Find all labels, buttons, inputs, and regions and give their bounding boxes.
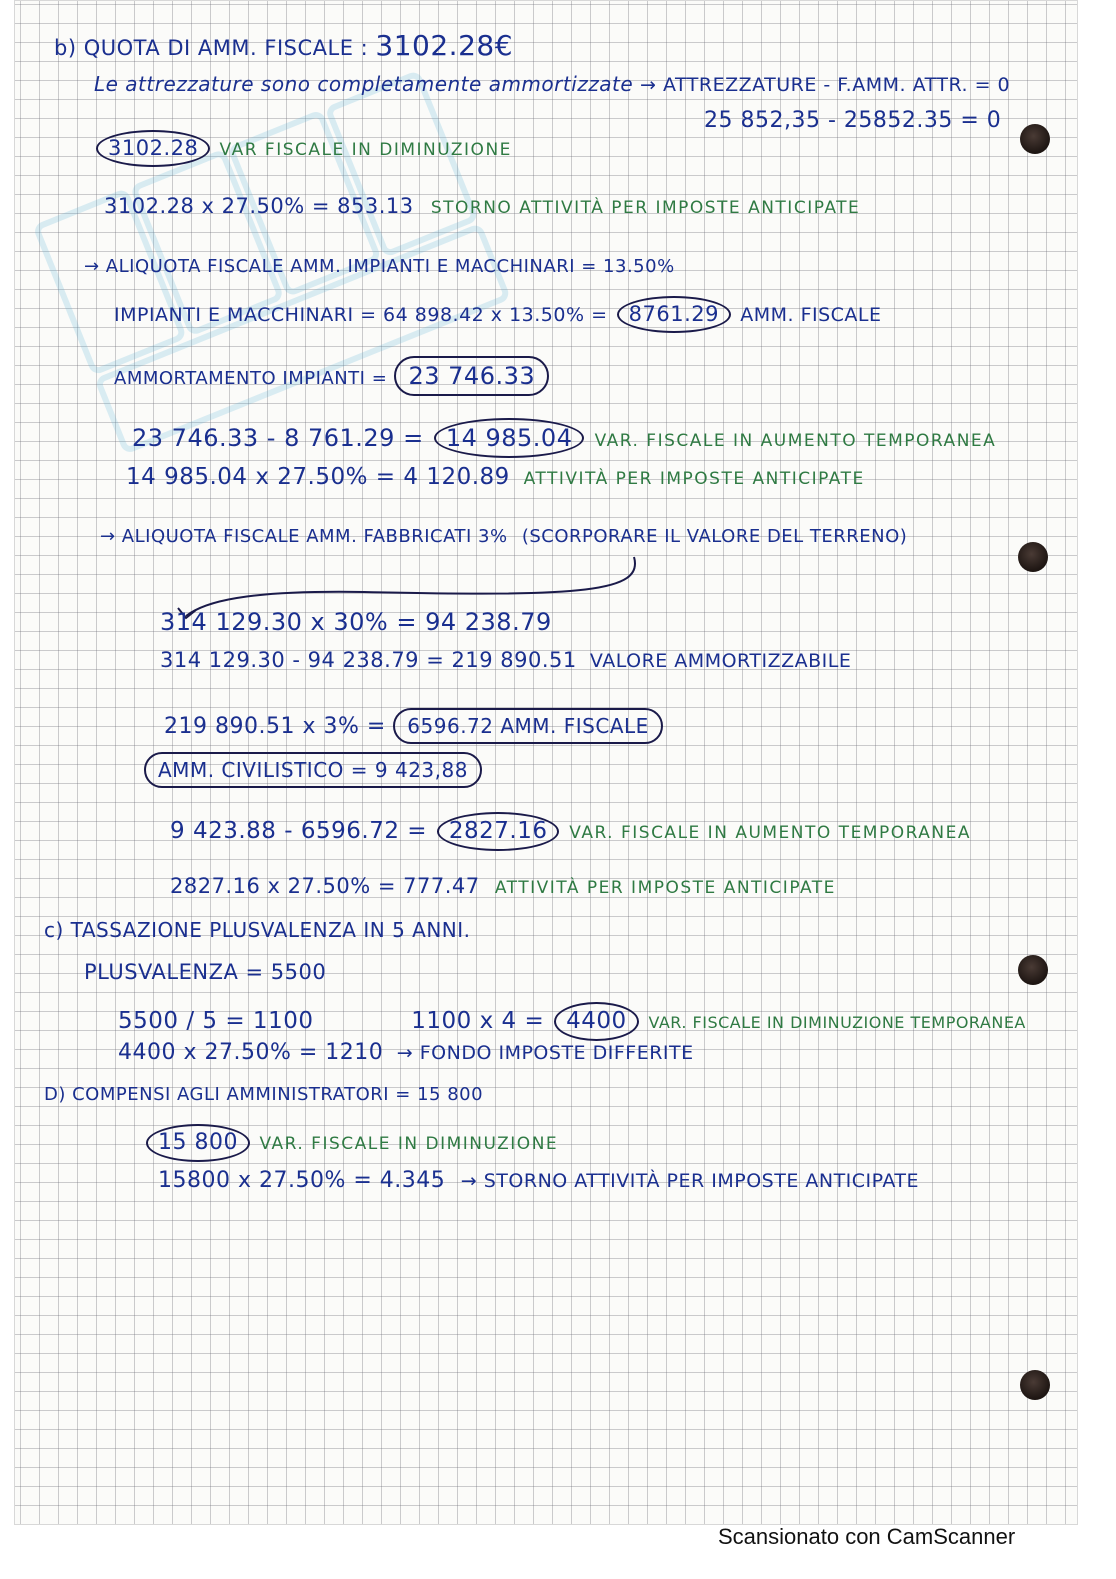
section-d-title-line — [44, 1086, 483, 1104]
fabbricati-diff-line — [170, 812, 971, 851]
impianti-result: 8761.29 — [617, 296, 731, 333]
split-calc: 5500 / 5 = 1100 — [118, 1008, 314, 1034]
impianti-rate: → ALIQUOTA FISCALE AMM. IMPIANTI E MACCHINARI = 13.50% — [84, 256, 675, 277]
camscanner-footer: Scansionato con CamScanner — [718, 1524, 1016, 1549]
fabbricati-attivita-label: ATTIVITÀ PER IMPOSTE ANTICIPATE — [494, 878, 836, 898]
civilistico-line — [144, 752, 482, 788]
d-storno-calc: 15800 x 27.50% = 4.345 — [158, 1168, 446, 1193]
fabbricati-rate-line — [100, 528, 907, 546]
attivita-line — [126, 466, 865, 489]
var-diminuzione-line — [94, 130, 512, 167]
d-var-label: VAR. FISCALE IN DIMINUZIONE — [259, 1134, 559, 1154]
fabbricati-fiscale-result: 6596.72 AMM. FISCALE — [393, 708, 663, 744]
ammortizzabile-calc: 314 129.30 - 94 238.79 = 219 890.51 — [160, 648, 577, 672]
graph-paper-sheet — [14, 0, 1078, 1525]
section-c-title-line — [44, 920, 471, 940]
d-storno-line — [158, 1170, 919, 1192]
terreno-calc: 314 129.30 x 30% = 94 238.79 — [160, 608, 552, 636]
fabbricati-attivita-calc: 2827.16 x 27.50% = 777.47 — [170, 874, 480, 898]
binder-hole-2 — [1018, 542, 1048, 572]
diff-result: 14 985.04 — [434, 418, 585, 458]
mult-label: VAR. FISCALE IN DIMINUZIONE TEMPORANEA — [648, 1013, 1026, 1032]
fondo-line — [118, 1042, 694, 1064]
fabbricati-rate: → ALIQUOTA FISCALE AMM. FABBRICATI 3% — [100, 526, 508, 547]
fabbricati-fiscale-line — [164, 708, 663, 744]
attrezzature-note: Le attrezzature sono completamente ammortizzate — [94, 72, 634, 96]
section-d-title: D) COMPENSI AGLI AMMINISTRATORI = 15 800 — [44, 1084, 484, 1105]
impianti-result-label: AMM. FISCALE — [740, 304, 882, 326]
amm-impianti-value: 23 746.33 — [394, 356, 549, 396]
var-circled-value: 3102.28 — [96, 130, 210, 167]
binder-hole-4 — [1020, 1370, 1050, 1400]
attrezzature-line — [94, 74, 1010, 95]
terreno-line — [160, 610, 552, 634]
var-label: VAR FISCALE IN DIMINUZIONE — [219, 140, 512, 160]
binder-hole-1 — [1020, 124, 1050, 154]
diff-line — [132, 418, 996, 458]
impianti-calc-line — [114, 296, 882, 333]
attrezzature-calc — [704, 110, 1001, 132]
fabbricati-fiscale-calc: 219 890.51 x 3% = — [164, 714, 386, 739]
attivita-label: ATTIVITÀ PER IMPOSTE ANTICIPATE — [523, 469, 865, 489]
ammortizzabile-line — [160, 650, 851, 671]
amm-impianti-line — [114, 356, 549, 396]
plusvalenza: PLUSVALENZA = 5500 — [84, 960, 327, 984]
quota-title: b) QUOTA DI AMM. FISCALE : — [54, 36, 369, 60]
d-var-line — [144, 1124, 558, 1162]
fabbricati-attivita-line — [170, 876, 836, 897]
storno-calc: 3102.28 x 27.50% = — [104, 194, 330, 218]
fabbricati-diff-result: 2827.16 — [437, 812, 560, 851]
mult-calc: 1100 x 4 = — [411, 1008, 545, 1034]
quota-value: 3102.28€ — [375, 29, 514, 62]
impianti-calc: IMPIANTI E MACCHINARI = 64 898.42 x 13.50% = — [114, 304, 608, 326]
storno-line — [104, 196, 860, 217]
diff-calc: 23 746.33 - 8 761.29 = — [132, 424, 424, 452]
storno-result: 853.13 — [337, 194, 414, 218]
section-c-title: c) TASSAZIONE PLUSVALENZA IN 5 ANNI. — [44, 918, 471, 942]
fondo-label: → FONDO IMPOSTE DIFFERITE — [396, 1042, 694, 1064]
split-line — [118, 1002, 1026, 1041]
storno-label: STORNO ATTIVITÀ PER IMPOSTE ANTICIPATE — [430, 198, 861, 218]
d-var-circled: 15 800 — [146, 1124, 250, 1162]
amm-impianti-label: AMMORTAMENTO IMPIANTI = — [114, 368, 388, 389]
attrezzature-formula: → ATTREZZATURE - F.AMM. ATTR. = 0 — [640, 74, 1011, 96]
fabbricati-diff-label: VAR. FISCALE IN AUMENTO TEMPORANEA — [569, 823, 971, 843]
quota-line — [54, 29, 514, 62]
ammortizzabile-label: VALORE AMMORTIZZABILE — [589, 650, 852, 672]
diff-label: VAR. FISCALE IN AUMENTO TEMPORANEA — [594, 431, 997, 451]
d-storno-label: → STORNO ATTIVITÀ PER IMPOSTE ANTICIPATE — [460, 1170, 920, 1192]
attivita-calc: 14 985.04 x 27.50% = 4 120.89 — [126, 464, 510, 490]
fabbricati-note: (SCORPORARE IL VALORE DEL TERRENO) — [521, 526, 908, 547]
mult-result: 4400 — [554, 1002, 639, 1041]
binder-hole-3 — [1018, 955, 1048, 985]
plusvalenza-line — [84, 962, 326, 983]
attrezzature-calc-text: 25 852,35 - 25852.35 = 0 — [704, 108, 1002, 133]
impianti-rate-line — [84, 258, 675, 276]
fabbricati-diff-calc: 9 423.88 - 6596.72 = — [170, 818, 428, 844]
civilistico: AMM. CIVILISTICO = 9 423,88 — [144, 752, 482, 788]
fondo-calc: 4400 x 27.50% = 1210 — [118, 1040, 384, 1065]
